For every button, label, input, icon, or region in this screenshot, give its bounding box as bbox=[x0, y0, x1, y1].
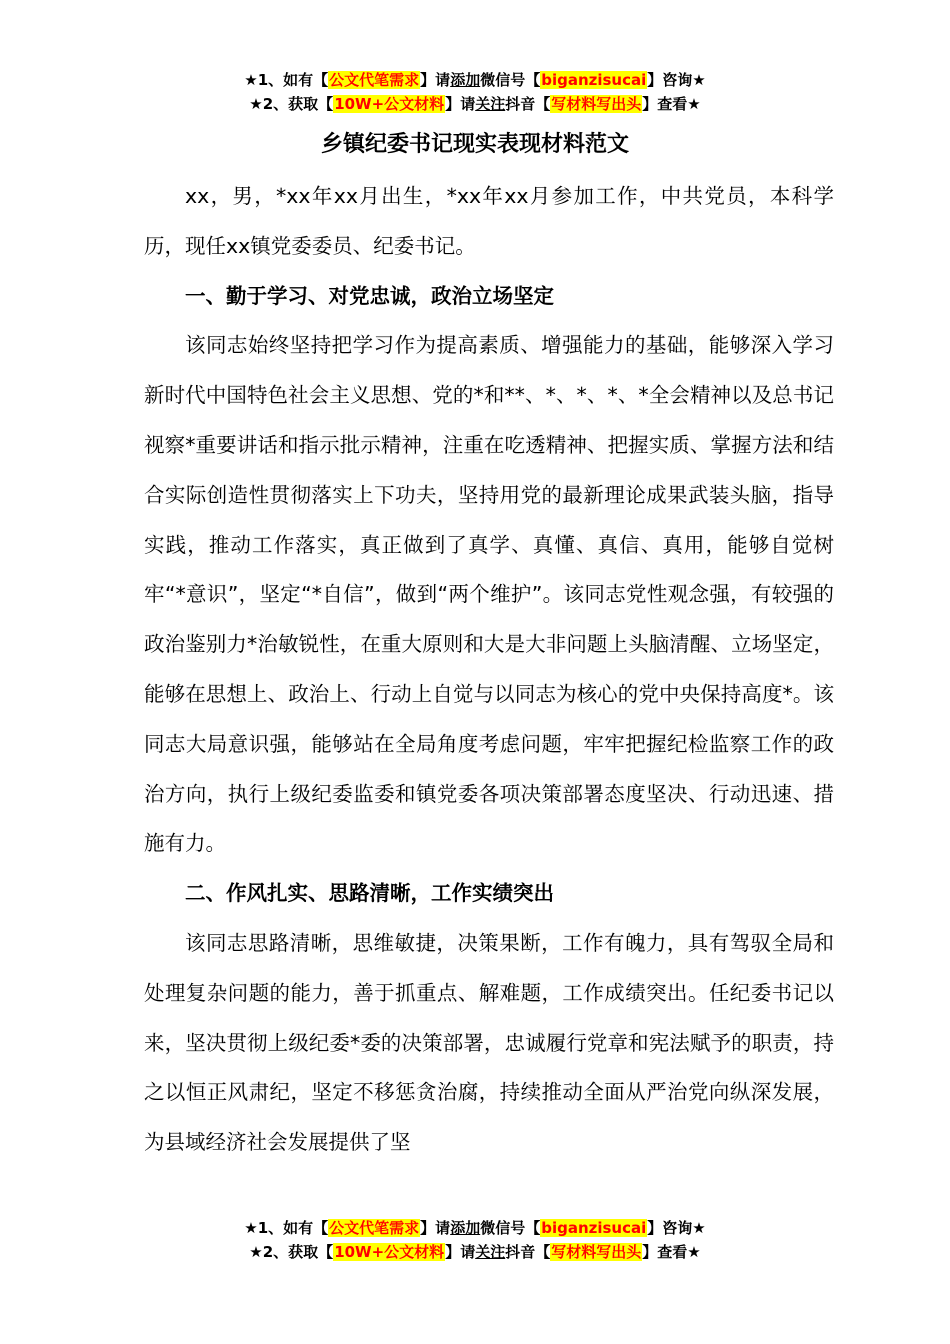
footer-banner bbox=[0, 1216, 950, 1264]
highlight-text: 公文代笔需求 bbox=[329, 71, 420, 89]
intro-paragraph: xx，男，*xx年xx月出生，*xx年xx月参加工作，中共党员，本科学历，现任xx镇党委委员、纪委书记。 bbox=[144, 184, 834, 258]
section-heading-1: 一、勤于学习、对党忠诚，政治立场坚定 bbox=[185, 283, 554, 308]
banner-line-1: ★1、如有【公文代笔需求】请添加微信号【biganzisucai】咨询★ bbox=[244, 1219, 706, 1237]
section-paragraph-2: 该同志思路清晰，思维敏捷，决策果断，工作有魄力，具有驾驭全局和处理复杂问题的能力，善于抓重点、解难题，工作成绩突出。任纪委书记以来，坚决贯彻上级纪委*委的决策部署，忠诚履行党章和宪法赋予的职责，持之以恒正风肃纪，坚定不移惩贪治腐，持续推动全面从严治党向纵深发展，为县域经济社会发展提供了坚 bbox=[144, 930, 834, 1155]
banner-line-2: ★2、获取【10W+公文材料】请关注抖音【写材料写出头】查看★ bbox=[249, 95, 701, 113]
header-banner bbox=[0, 68, 950, 116]
section-heading-2: 二、作风扎实、思路清晰，工作实绩突出 bbox=[185, 881, 554, 906]
document-body bbox=[144, 172, 834, 1168]
douyin-account: 写材料写出头 bbox=[551, 1243, 642, 1261]
banner-line-1: ★1、如有【公文代笔需求】请添加微信号【biganzisucai】咨询★ bbox=[244, 71, 706, 89]
highlight-text: 公文代笔需求 bbox=[329, 1219, 420, 1237]
page-title: 乡镇纪委书记现实表现材料范文 bbox=[320, 132, 629, 157]
douyin-account: 写材料写出头 bbox=[551, 95, 642, 113]
wechat-id: biganzisucai bbox=[541, 71, 647, 89]
banner-line-2: ★2、获取【10W+公文材料】请关注抖音【写材料写出头】查看★ bbox=[249, 1243, 701, 1261]
section-paragraph-1: 该同志始终坚持把学习作为提高素质、增强能力的基础，能够深入学习新时代中国特色社会主义思想、党的*和**、*、*、*、*全会精神以及总书记视察*重要讲话和指示批示精神，注重在吃透精神、把握实质、掌握方法和结合实际创造性贯彻落实上下功夫，坚持用党的最新理论成果武装头脑，指导实践，推动工作落实，真正做到了真学、真懂、真信、真用，能够自觉树牢“*意识”，坚定“*自信”，做到“两个维护”。该同志党性观念强，有较强的政治鉴别力*治敏锐性，在重大原则和大是大非问题上头脑清醒、立场坚定，能够在思想上、政治上、行动上自觉与以同志为核心的党中央保持高度*。该同志大局意识强，能够站在全局角度考虑问题，牢牢把握纪检监察工作的政治方向，执行上级纪委监委和镇党委各项决策部署态度坚决、行动迅速、措施有力。 bbox=[144, 333, 834, 856]
highlight-text: 10W+公文材料 bbox=[334, 1243, 445, 1261]
wechat-id: biganzisucai bbox=[541, 1219, 647, 1237]
highlight-text: 10W+公文材料 bbox=[334, 95, 445, 113]
